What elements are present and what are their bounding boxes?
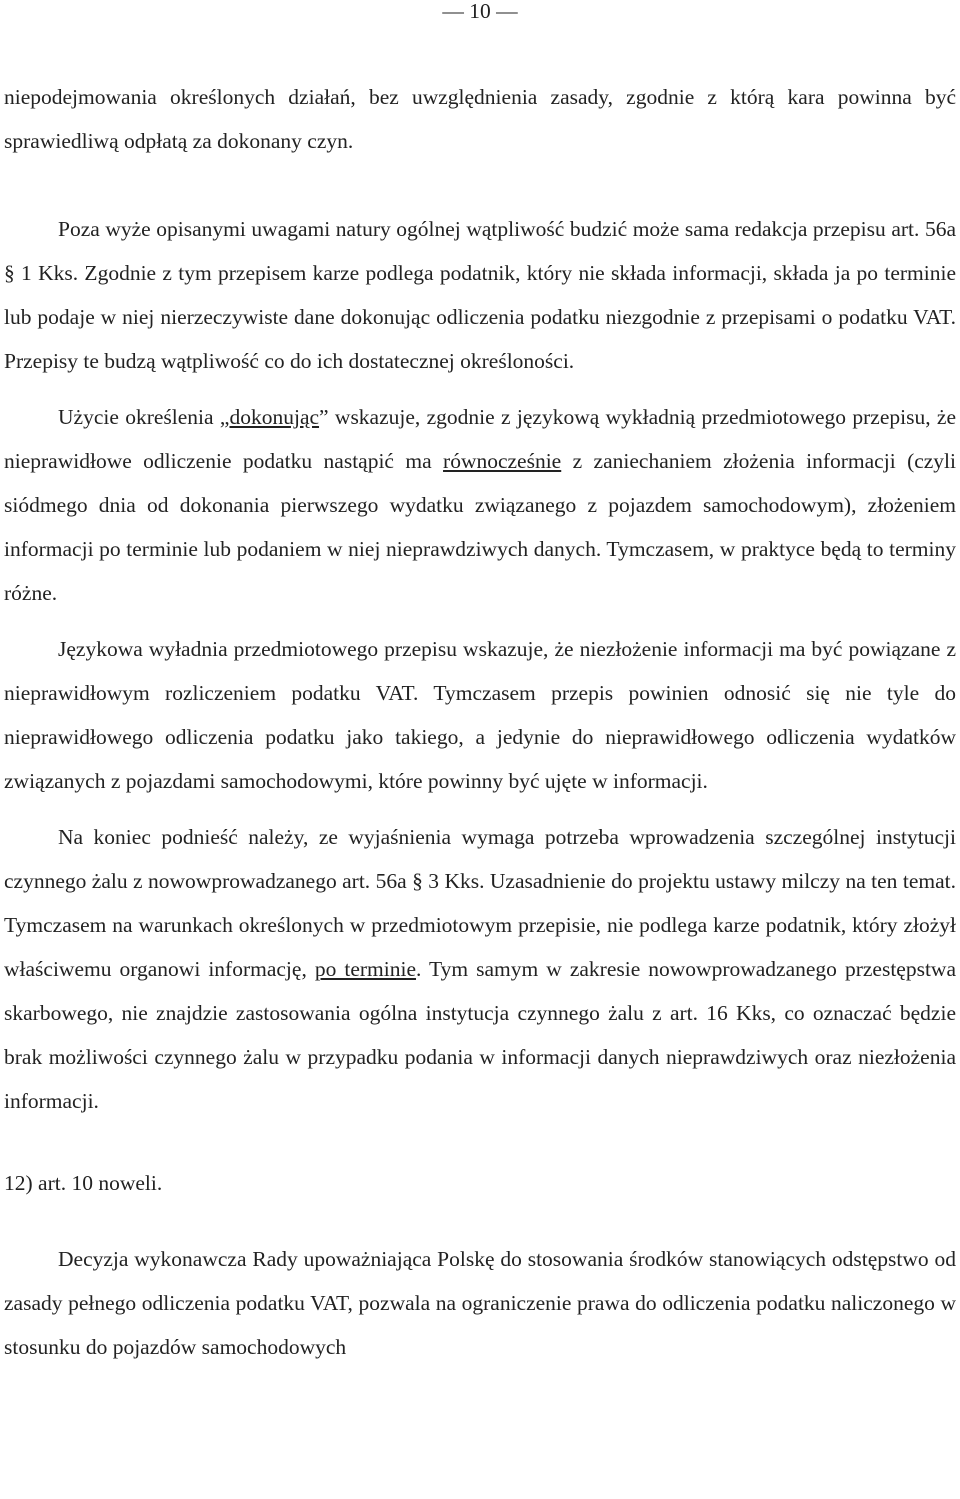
paragraph-3 (4, 395, 956, 615)
paragraph-3-text-c: ” wskazuje, zgodnie z językową wykładnią przedmiotowego przepisu, że nieprawidłowe odliczenie podatku nastąpić ma (4, 405, 957, 473)
paragraph-5-text-a: Na koniec podnieść należy, ze wyjaśnienia wymaga potrzeba wprowadzenia szczególnej instytucji czynnego żalu z nowowprowadzanego art. 56a § 3 Kks. Uzasadnienie do projektu ustawy milczy na ten temat. Tymczasem na warunkach określonych w przedmiotowym przepisie, nie podlega karze podatnik, który złożył właściwemu organowi informację, (4, 825, 956, 981)
underlined-term-rownoczesnie: równocześnie (443, 449, 562, 473)
page-number: — 10 — (442, 0, 518, 23)
paragraph-3-text-a: Użycie określenia „ (58, 405, 230, 429)
paragraph-6: Decyzja wykonawcza Rady upoważniająca Polskę do stosowania środków stanowiących odstępstwo od zasady pełnego odliczenia podatku VAT, pozwala na ograniczenie prawa do odliczenia podatku naliczonego w stosunku do pojazdów samochodowych (4, 1247, 956, 1359)
underlined-term-dokonujac: dokonując (229, 405, 320, 429)
paragraph-2: Poza wyże opisanymi uwagami natury ogólnej wątpliwość budzić może sama redakcja przepisu art. 56a § 1 Kks. Zgodnie z tym przepisem karze podlega podatnik, który nie składa informacji, składa ja po terminie lub podaje w niej nierzeczywiste dane dokonując odliczenia podatku niezgodnie z przepisami o podatku VAT. Przepisy te budzą wątpliwość co do ich dostatecznej określoności. (4, 217, 956, 373)
paragraph-4: Językowa wyładnia przedmiotowego przepisu wskazuje, że niezłożenie informacji ma być powiązane z nieprawidłowym rozliczeniem podatku VAT. Tymczasem przepis powinien odnosić się nie tyle do nieprawidłowego odliczenia podatku jako takiego, a jedynie do nieprawidłowego odliczenia wydatków związanych z pojazdami samochodowymi, które powinny być ujęte w informacji. (4, 637, 956, 793)
section-heading: 12) art. 10 noweli. (4, 1171, 163, 1195)
paragraph-1: niepodejmowania określonych działań, bez uwzględnienia zasady, zgodnie z którą kara powinna być sprawiedliwą odpłatą za dokonany czyn. (4, 85, 956, 153)
underlined-term-po-terminie: po terminie (314, 957, 417, 981)
paragraph-3-text-e: z zaniechaniem złożenia informacji (czyli siódmego dnia od dokonania pierwszego wydatku związanego z pojazdem samochodowym), złożeniem informacji po terminie lub podaniem w niej nieprawdziwych danych. Tymczasem, w praktyce będą to terminy różne. (4, 449, 957, 605)
paragraph-5 (4, 815, 956, 1123)
document-body (4, 75, 956, 1369)
paragraph-5-text-c: . Tym samym w zakresie nowowprowadzanego przestępstwa skarbowego, nie znajdzie zastosowania ogólna instytucja czynnego żalu z art. 16 Kks, co oznaczać będzie brak możliwości czynnego żalu w przypadku podania w informacji danych nieprawdziwych oraz niezłożenia informacji. (4, 957, 956, 1113)
